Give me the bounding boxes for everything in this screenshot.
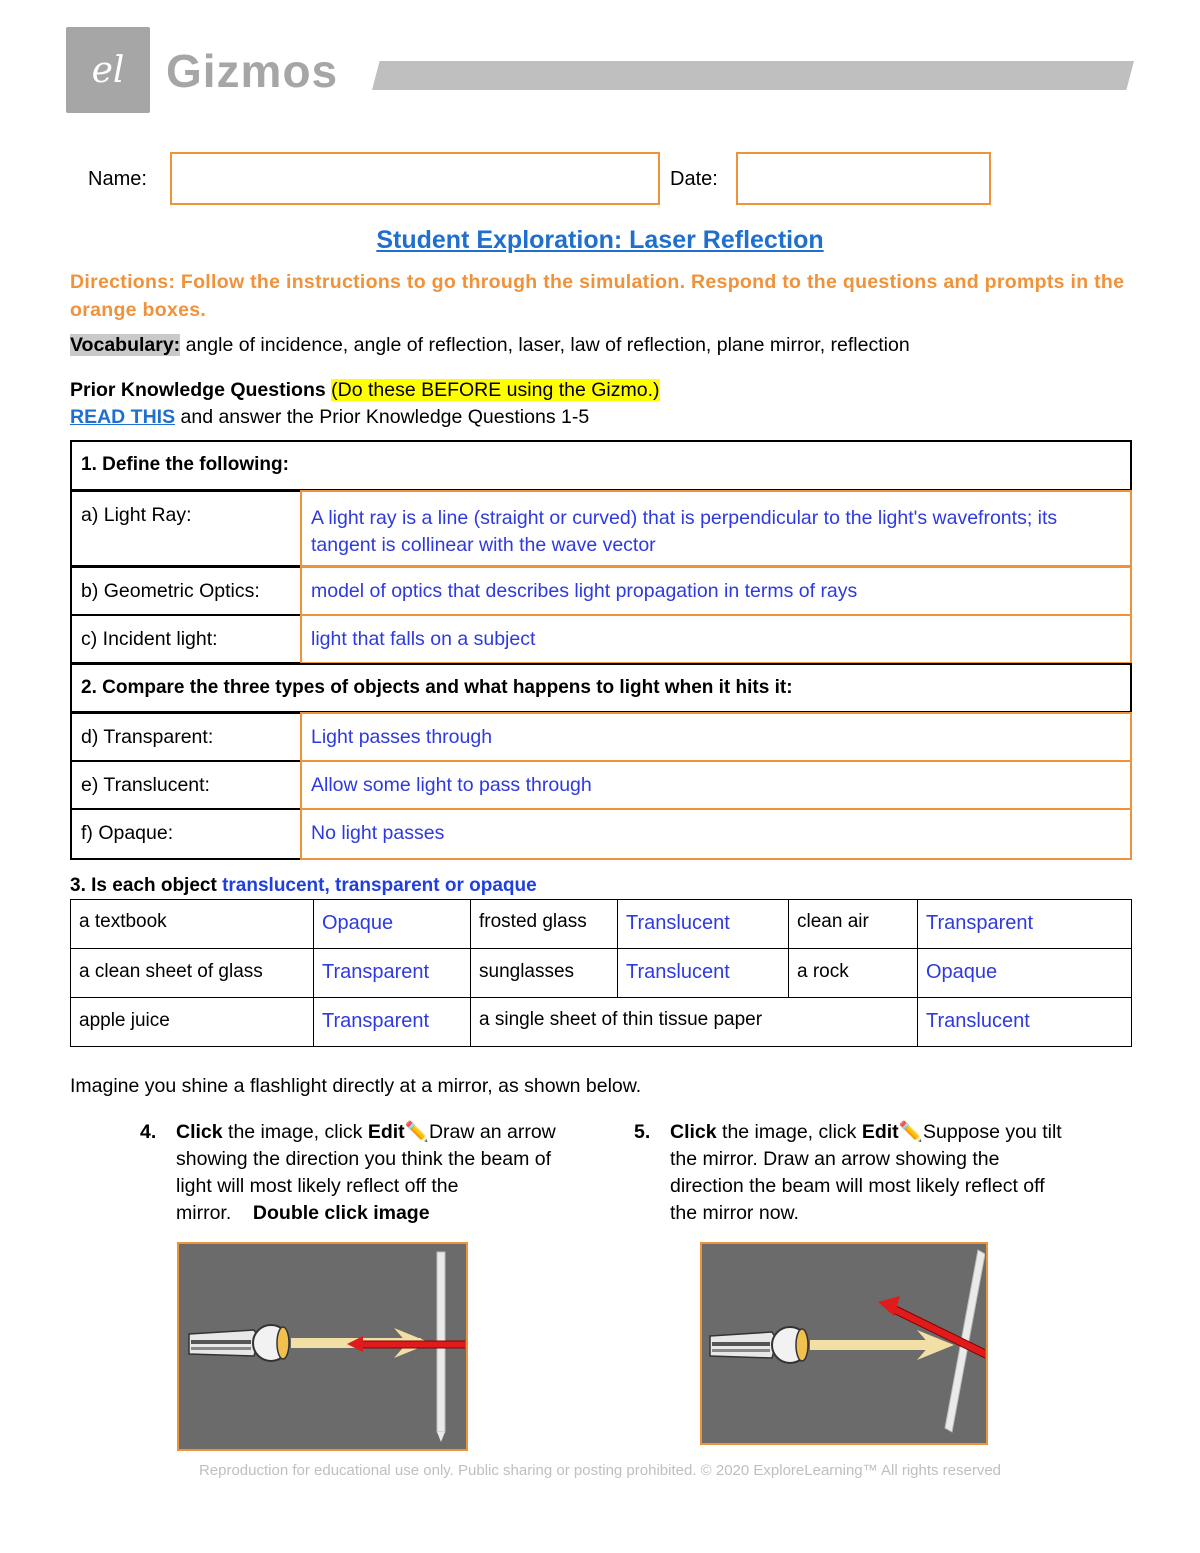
q2-row-label: e) Translucent:: [70, 760, 302, 810]
q5-prompt: Click the image, click Edit✏️Suppose you tilt the mirror. Draw an arrow showing the direction the beam will most likely reflect off the mirror now.: [670, 1121, 1062, 1224]
q5-number: 5.: [634, 1121, 651, 1143]
page-title: Student Exploration: Laser Reflection: [376, 226, 824, 254]
q3-object: a textbook: [70, 899, 314, 949]
q3-answer[interactable]: Translucent: [917, 997, 1132, 1047]
q4-prompt: Click the image, click Edit✏️Draw an arrow showing the direction you think the beam of light will most likely reflect off the mirror. Double click image: [176, 1121, 556, 1224]
pencil-icon: ✏️: [898, 1121, 923, 1143]
explorelearning-logo-icon: [66, 27, 150, 113]
q3-answer[interactable]: Transparent: [313, 948, 471, 998]
svg-text:el: el: [91, 50, 125, 91]
q4-mirror-image[interactable]: [177, 1242, 468, 1451]
header-bar: [372, 61, 1134, 90]
q2-answer-transparent[interactable]: Light passes through: [300, 712, 1132, 762]
read-this-line: [70, 406, 589, 429]
q1-answer-incident-light[interactable]: light that falls on a subject: [300, 614, 1132, 664]
q2-answer-translucent[interactable]: Allow some light to pass through: [300, 760, 1132, 810]
q3-object: a single sheet of thin tissue paper: [470, 997, 918, 1047]
prior-heading-text: Prior Knowledge Questions: [70, 379, 326, 401]
directions-text: Directions: Follow the instructions to go through the simulation. Respond to the questions and prompts in the orange boxes.: [70, 271, 1125, 321]
q1-row-label: b) Geometric Optics:: [70, 566, 302, 616]
read-this-link[interactable]: READ THIS: [70, 406, 176, 428]
vocabulary: [70, 334, 910, 357]
q3-object: clean air: [788, 899, 918, 949]
q3-answer[interactable]: Translucent: [617, 899, 789, 949]
q2-row-label: f) Opaque:: [70, 808, 302, 860]
name-field[interactable]: [170, 152, 660, 205]
q2-heading: 2. Compare the three types of objects and what happens to light when it hits it:: [70, 663, 1132, 713]
pencil-icon: ✏️: [404, 1121, 429, 1143]
footer-copyright: Reproduction for educational use only. Public sharing or posting prohibited. © 2020 ExploreLearning™ All rights reserved: [198, 1462, 1002, 1479]
q3-object: sunglasses: [470, 948, 618, 998]
imagine-text: Imagine you shine a flashlight directly at a mirror, as shown below.: [70, 1075, 642, 1097]
q3-object: a rock: [788, 948, 918, 998]
read-this-instruction: and answer the Prior Knowledge Questions 1-5: [175, 406, 590, 428]
q1-answer-geometric-optics[interactable]: model of optics that describes light propagation in terms of rays: [300, 566, 1132, 616]
q1-answer-light-ray[interactable]: A light ray is a line (straight or curved) that is perpendicular to the light's wavefronts; its tangent is collinear with the wave vector: [300, 490, 1132, 567]
name-label: Name:: [88, 168, 147, 190]
q2-answer-opaque[interactable]: No light passes: [300, 808, 1132, 860]
q3-answer[interactable]: Opaque: [917, 948, 1132, 998]
q1-row-label: a) Light Ray:: [70, 490, 302, 567]
q3-answer[interactable]: Opaque: [313, 899, 471, 949]
q2-row-label: d) Transparent:: [70, 712, 302, 762]
prior-note: (Do these BEFORE using the Gizmo.): [331, 379, 660, 401]
date-label: Date:: [670, 168, 718, 190]
vocabulary-terms: angle of incidence, angle of reflection, laser, law of reflection, plane mirror, reflection: [180, 334, 910, 356]
q3-answer[interactable]: Translucent: [617, 948, 789, 998]
date-field[interactable]: [736, 152, 991, 205]
prior-knowledge-heading: [70, 379, 660, 402]
q3-object: frosted glass: [470, 899, 618, 949]
q1-heading: 1. Define the following:: [70, 440, 1132, 491]
brand-name: Gizmos: [166, 45, 339, 97]
q4-number: 4.: [140, 1121, 157, 1143]
q5-mirror-image[interactable]: [700, 1242, 988, 1445]
q3-object: apple juice: [70, 997, 314, 1047]
q3-object: a clean sheet of glass: [70, 948, 314, 998]
q1-row-label: c) Incident light:: [70, 614, 302, 664]
vocabulary-label: Vocabulary:: [70, 334, 181, 356]
q3-answer[interactable]: Transparent: [917, 899, 1132, 949]
q3-heading: 3. Is each object translucent, transparent or opaque: [70, 875, 537, 896]
double-click-hint: Double click image: [252, 1202, 430, 1224]
q3-answer[interactable]: Transparent: [313, 997, 471, 1047]
